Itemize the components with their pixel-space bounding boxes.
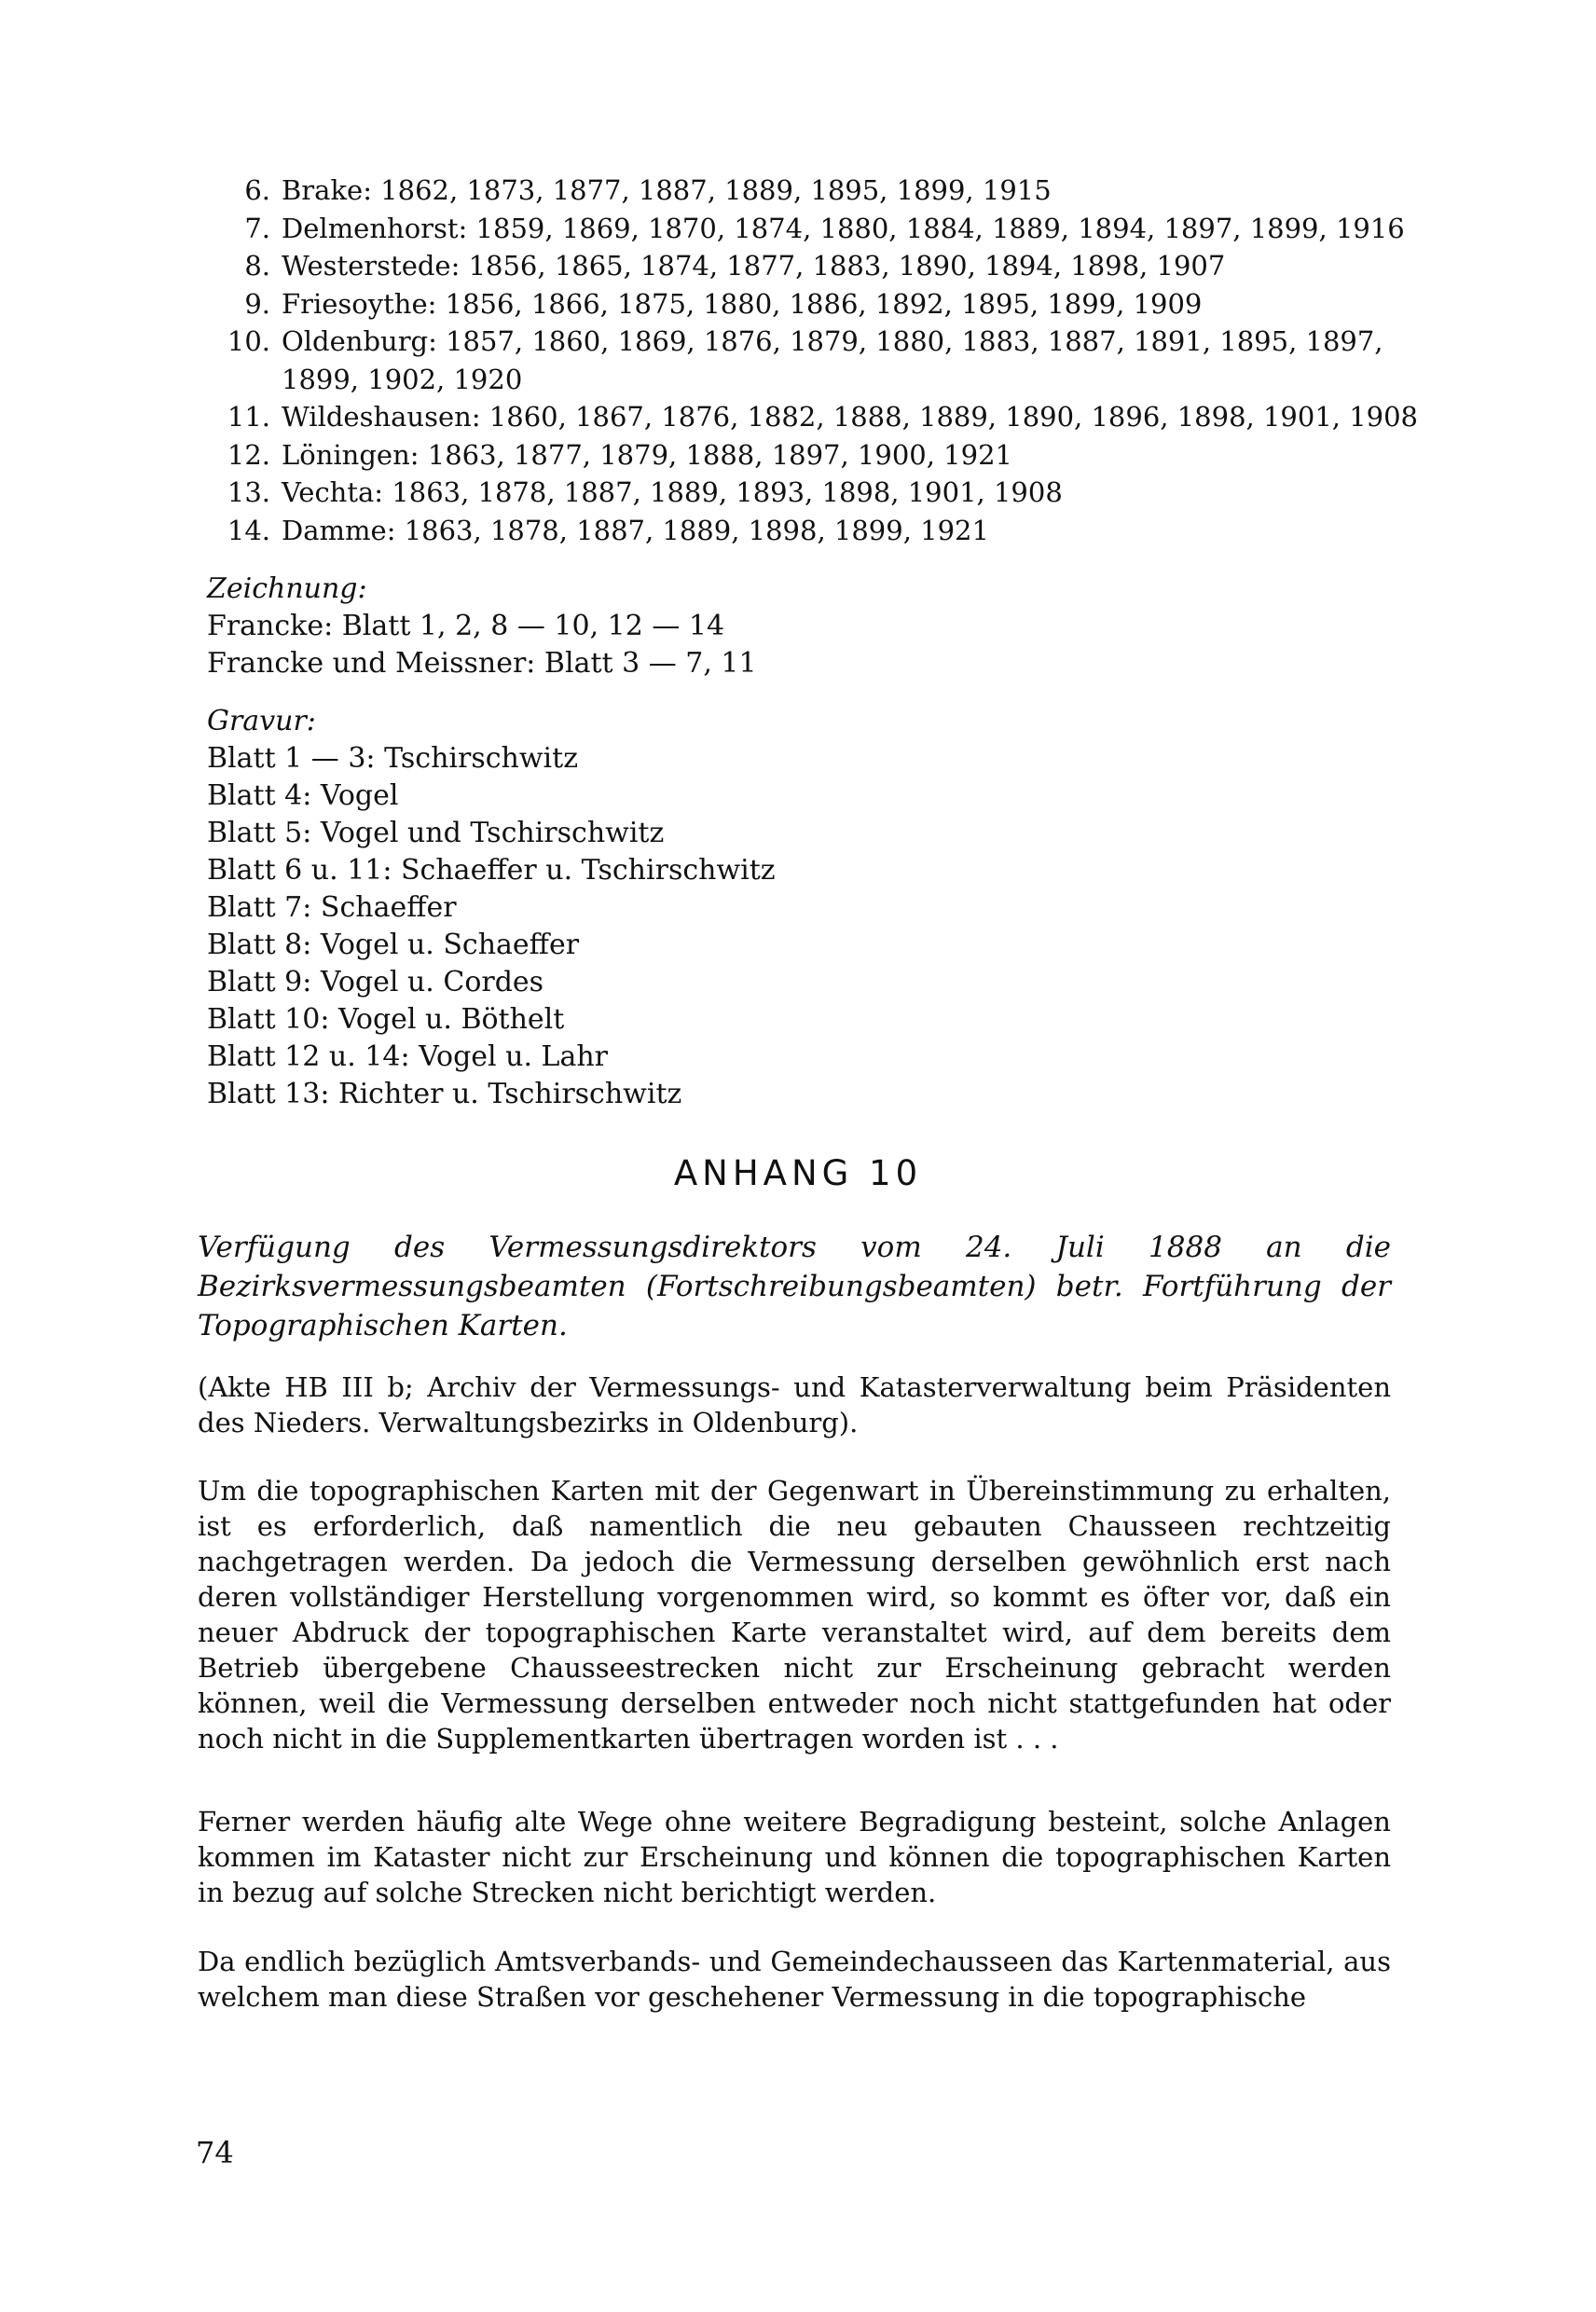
gravur-line: Blatt 6 u. 11: Schaeffer u. Tschirschwitz <box>207 854 776 887</box>
section-heading: ANHANG 10 <box>673 1153 923 1193</box>
item-text: Delmenhorst: 1859, 1869, 1870, 1874, 1880, 1884, 1889, 1894, 1897, 1899, 1916 <box>282 212 1405 244</box>
gravur-line: Blatt 1 — 3: Tschirschwitz <box>207 742 578 775</box>
gravur-line: Blatt 13: Richter u. Tschirschwitz <box>207 1078 682 1110</box>
gravur-line: Blatt 5: Vogel und Tschirschwitz <box>207 817 665 849</box>
gravur-section <box>207 703 1419 1113</box>
item-continuation: 1899, 1902, 1920 <box>282 363 523 395</box>
gravur-line: Blatt 12 u. 14: Vogel u. Lahr <box>207 1040 609 1073</box>
item-text: Vechta: 1863, 1878, 1887, 1889, 1893, 1898, 1901, 1908 <box>282 476 1063 508</box>
item-text: Löningen: 1863, 1877, 1879, 1888, 1897, 1900, 1921 <box>282 438 1012 471</box>
list-item <box>200 512 1412 550</box>
list-item <box>200 323 1412 361</box>
item-number: 9. <box>244 287 270 320</box>
zeichnung-section <box>207 571 1419 682</box>
item-number: 10. <box>227 325 270 357</box>
gravur-line: Blatt 9: Vogel u. Cordes <box>207 966 544 998</box>
item-text: Oldenburg: 1857, 1860, 1869, 1876, 1879, 1880, 1883, 1887, 1891, 1895, 1897, <box>282 325 1383 357</box>
item-text: Westerstede: 1856, 1865, 1874, 1877, 1883, 1890, 1894, 1898, 1907 <box>282 250 1226 282</box>
item-number: 8. <box>244 250 270 282</box>
item-text: Wildeshausen: 1860, 1867, 1876, 1882, 1888, 1889, 1890, 1896, 1898, 1901, 1908 <box>282 401 1419 433</box>
paragraph: Da endlich bezüglich Amtsverbands- und Gemeindechausseen das Kartenmaterial, aus welchem man diese Straßen vor geschehener Vermessung in die topographische <box>198 1946 1391 2013</box>
list-item <box>200 398 1419 436</box>
item-number: 13. <box>227 476 270 508</box>
item-text: Friesoythe: 1856, 1866, 1875, 1880, 1886, 1892, 1895, 1899, 1909 <box>282 287 1203 320</box>
document-title: Verfügung des Vermessungsdirektors vom 24. Juli 1888 an die Bezirksvermessungsbeamten (Fortschreibungsbeamten) betr. Fortführung der Topographischen Karten. <box>198 1231 1391 1342</box>
gravur-line: Blatt 10: Vogel u. Böthelt <box>207 1003 565 1036</box>
gravur-line: Blatt 7: Schaeffer <box>207 891 457 924</box>
item-number: 14. <box>227 514 270 546</box>
list-item <box>200 436 1412 475</box>
gravur-label: Gravur: <box>207 705 316 737</box>
list-item <box>200 247 1412 285</box>
zeichnung-line: Francke: Blatt 1, 2, 8 — 10, 12 — 14 <box>207 610 725 642</box>
zeichnung-line: Francke und Meissner: Blatt 3 — 7, 11 <box>207 647 757 680</box>
item-number: 12. <box>227 438 270 471</box>
list-item <box>200 172 1412 210</box>
item-number: 7. <box>244 212 270 244</box>
gravur-line: Blatt 4: Vogel <box>207 779 399 812</box>
gravur-line: Blatt 8: Vogel u. Schaeffer <box>207 929 580 961</box>
paragraph: Ferner werden häufig alte Wege ohne weitere Begradigung besteint, solche Anlagen kommen im Kataster nicht zur Erscheinung und können die topographischen Karten in bezug auf solche Strecken nicht berichtigt werden. <box>198 1806 1391 1908</box>
zeichnung-label: Zeichnung: <box>207 572 367 605</box>
places-list <box>200 172 1419 549</box>
item-number: 11. <box>227 401 270 433</box>
item-text: Brake: 1862, 1873, 1877, 1887, 1889, 1895, 1899, 1915 <box>282 174 1052 206</box>
paragraph: Um die topographischen Karten mit der Gegenwart in Übereinstimmung zu erhalten, ist es erforderlich, daß namentlich die neu gebauten Chausseen rechtzeitig nachgetragen werden. Da jedoch die Vermessung derselben gewöhnlich erst nach deren vollständiger Herstellung vorgenommen wird, so kommt es öfter vor, daß ein neuer Abdruck der topographischen Karte veranstaltet wird, auf dem bereits dem Betrieb übergebene Chausseestrecken nicht zur Erscheinung gebracht werden können, weil die Vermessung derselben entweder noch nicht stattgefunden hat oder noch nicht in die Supplementkarten übertragen worden ist . . . <box>198 1475 1391 1755</box>
item-number: 6. <box>244 174 270 206</box>
page-number: 74 <box>196 2135 234 2170</box>
list-item <box>200 285 1412 323</box>
source-note: (Akte HB III b; Archiv der Vermessungs- und Katasterverwaltung beim Präsidenten des Nieders. Verwaltungsbezirks in Oldenburg). <box>198 1371 1391 1438</box>
item-text: Damme: 1863, 1878, 1887, 1889, 1898, 1899, 1921 <box>282 514 989 546</box>
list-item <box>200 210 1412 248</box>
list-item <box>200 474 1412 512</box>
